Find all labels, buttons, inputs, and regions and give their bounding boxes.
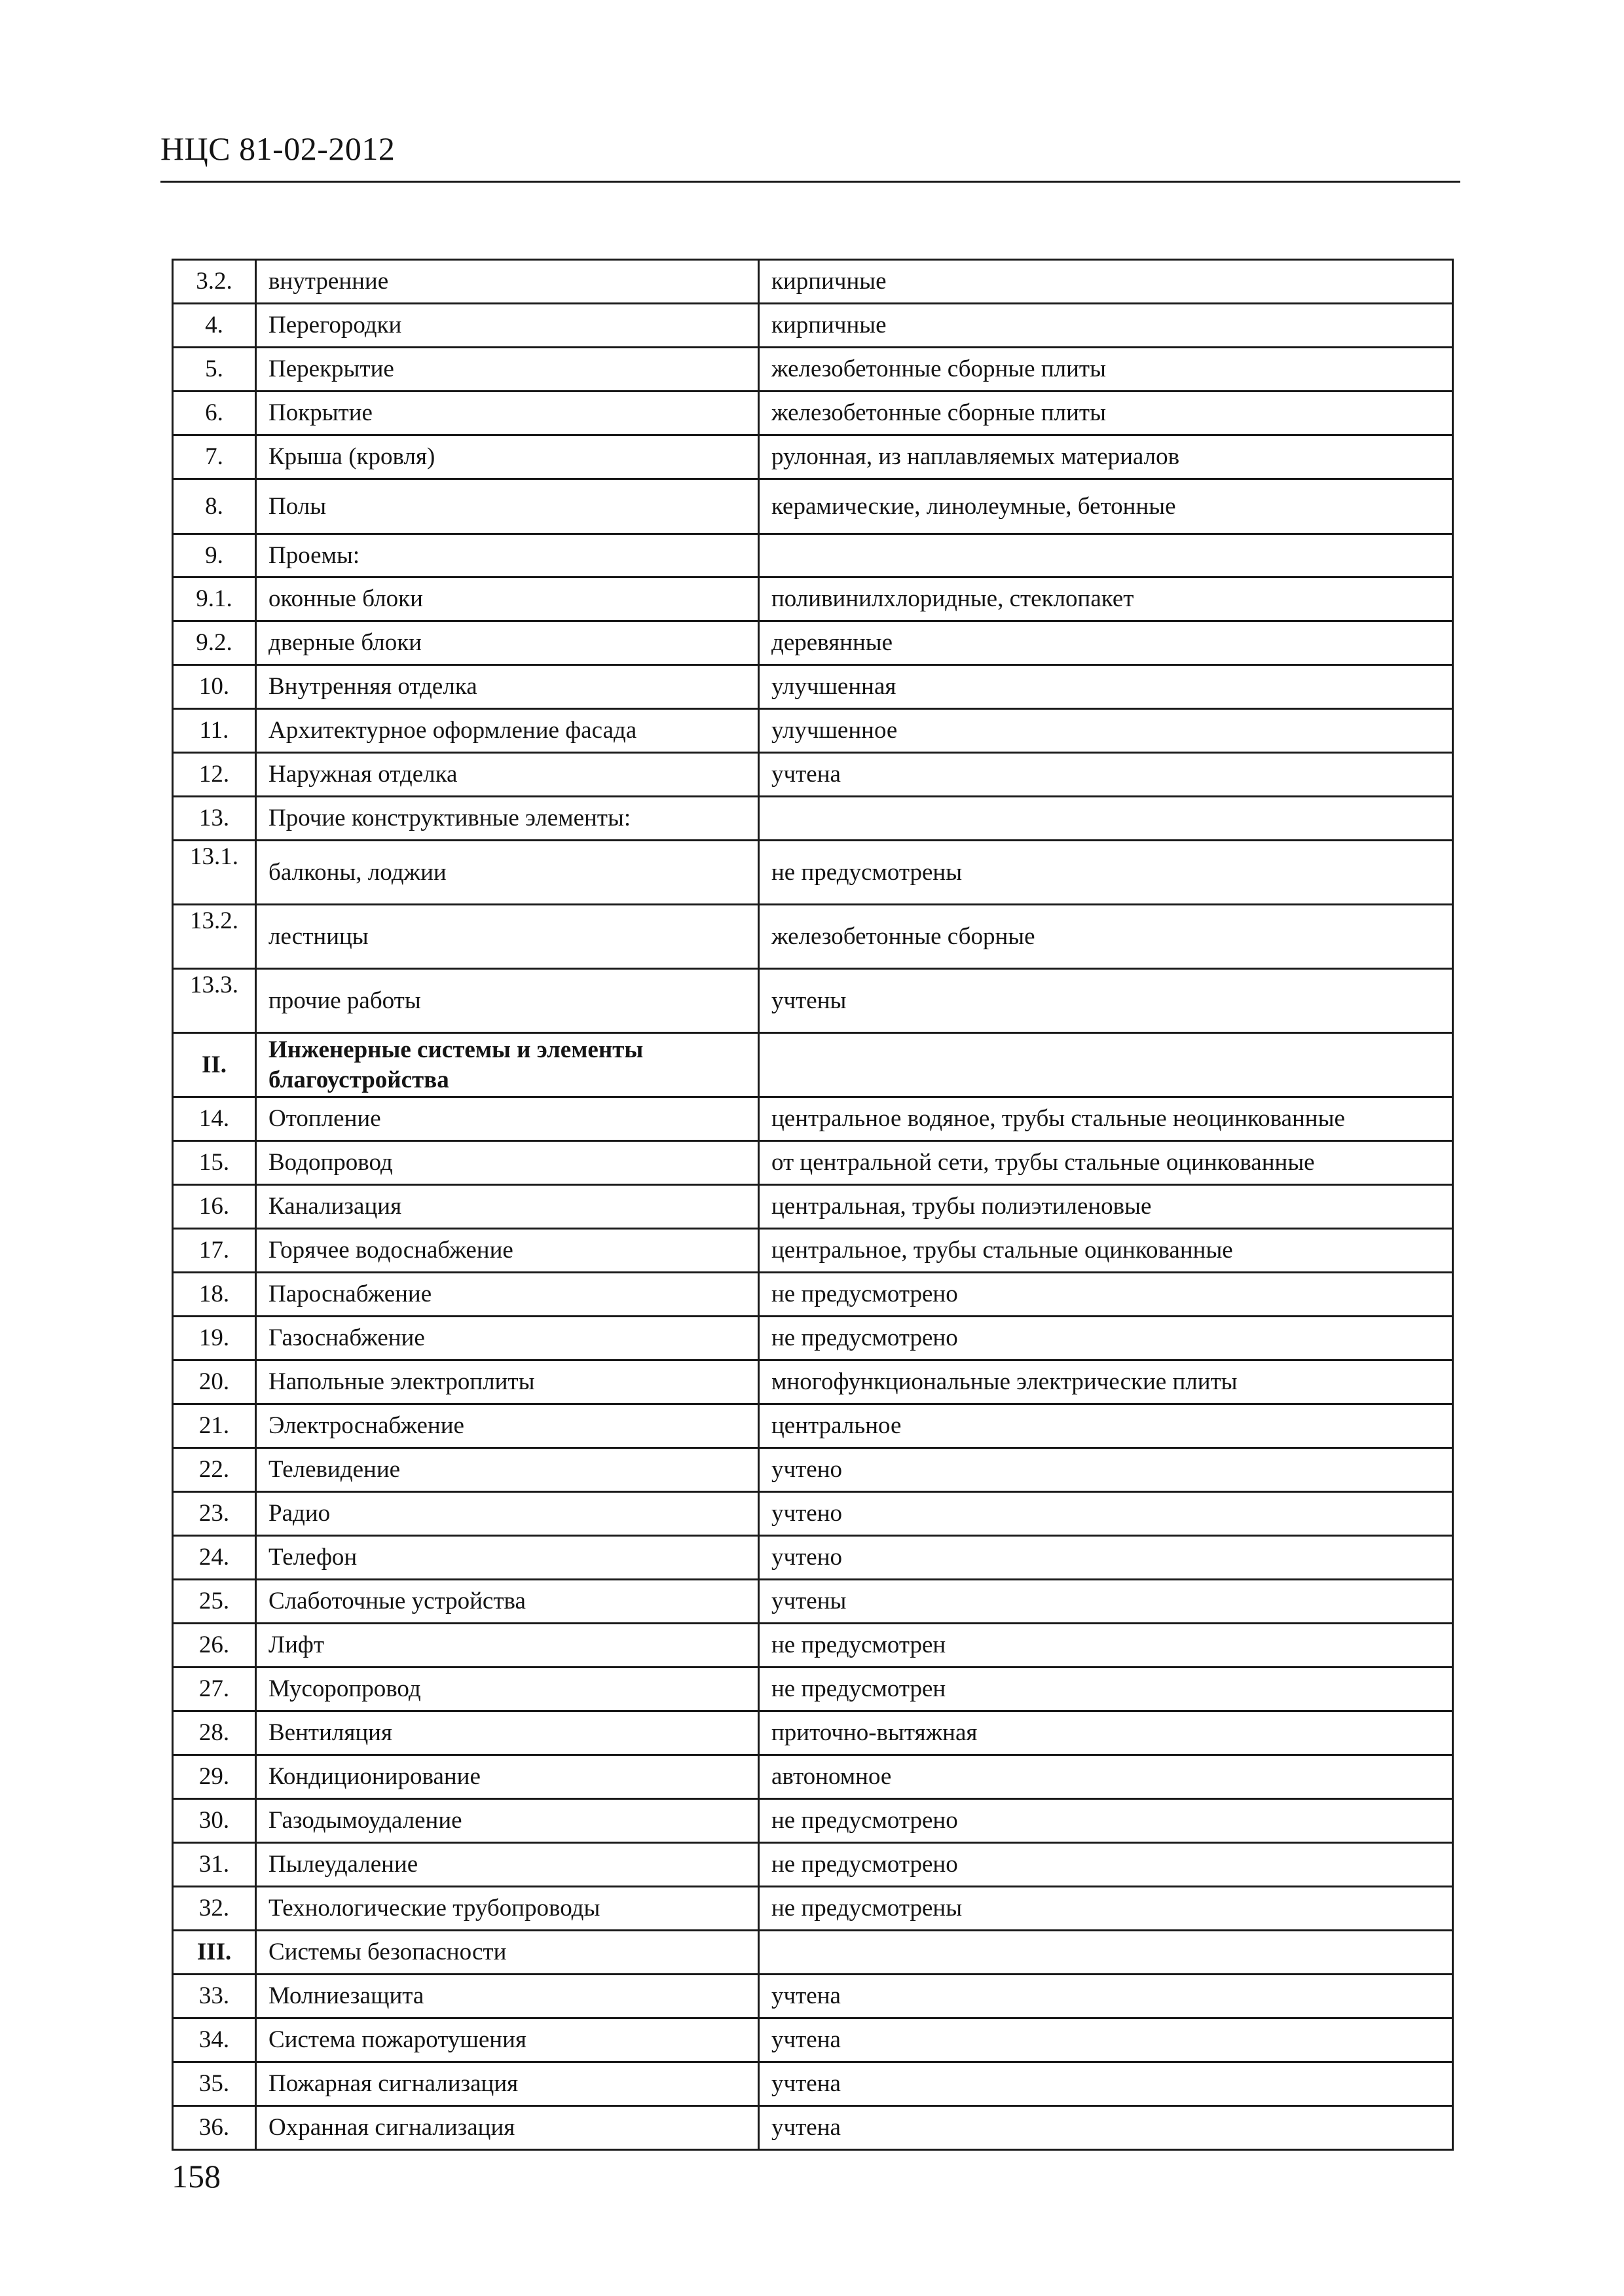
table-row bbox=[173, 479, 1453, 534]
row-number: 23. bbox=[173, 1492, 256, 1536]
table-row bbox=[173, 1141, 1453, 1185]
element-name: Напольные электроплиты bbox=[256, 1360, 759, 1404]
row-number: 21. bbox=[173, 1404, 256, 1448]
element-value bbox=[759, 534, 1453, 577]
row-number: 15. bbox=[173, 1141, 256, 1185]
table-row bbox=[173, 1317, 1453, 1360]
element-value bbox=[759, 797, 1453, 841]
row-number: 17. bbox=[173, 1229, 256, 1273]
element-name: лестницы bbox=[256, 905, 759, 969]
row-number: 4. bbox=[173, 304, 256, 348]
row-number: 13.1. bbox=[173, 841, 256, 905]
element-name: Радио bbox=[256, 1492, 759, 1536]
row-number: 36. bbox=[173, 2106, 256, 2150]
element-value: центральная, трубы полиэтиленовые bbox=[759, 1185, 1453, 1229]
element-name: Телевидение bbox=[256, 1448, 759, 1492]
row-number: 3.2. bbox=[173, 260, 256, 304]
row-number: 26. bbox=[173, 1624, 256, 1667]
row-number: 6. bbox=[173, 392, 256, 435]
element-value: железобетонные сборные плиты bbox=[759, 392, 1453, 435]
element-value bbox=[759, 1931, 1453, 1975]
element-name: Перекрытие bbox=[256, 348, 759, 392]
row-number: 24. bbox=[173, 1536, 256, 1580]
table-row bbox=[173, 1799, 1453, 1843]
row-number: 13.3. bbox=[173, 969, 256, 1033]
table-row bbox=[173, 534, 1453, 577]
element-name: Крыша (кровля) bbox=[256, 435, 759, 479]
element-value: улучшенное bbox=[759, 709, 1453, 753]
element-name: Пожарная сигнализация bbox=[256, 2062, 759, 2106]
row-number: 13. bbox=[173, 797, 256, 841]
element-name: Лифт bbox=[256, 1624, 759, 1667]
table-row bbox=[173, 1492, 1453, 1536]
table-row bbox=[173, 753, 1453, 797]
element-value: учтена bbox=[759, 2062, 1453, 2106]
element-name: оконные блоки bbox=[256, 577, 759, 621]
element-name: внутренние bbox=[256, 260, 759, 304]
row-number: 9. bbox=[173, 534, 256, 577]
table-row bbox=[173, 1229, 1453, 1273]
row-number: 35. bbox=[173, 2062, 256, 2106]
row-number: 12. bbox=[173, 753, 256, 797]
section-title: Инженерные системы и элементы благоустройства bbox=[256, 1033, 759, 1097]
row-number: 31. bbox=[173, 1843, 256, 1887]
section-number: III. bbox=[173, 1931, 256, 1975]
element-value: улучшенная bbox=[759, 665, 1453, 709]
document-code-header: НЦС 81-02-2012 bbox=[160, 130, 396, 167]
element-name: Полы bbox=[256, 479, 759, 534]
row-number: 25. bbox=[173, 1580, 256, 1624]
element-name: Отопление bbox=[256, 1097, 759, 1141]
element-value: не предусмотрены bbox=[759, 1887, 1453, 1931]
table-row bbox=[173, 577, 1453, 621]
element-value: керамические, линолеумные, бетонные bbox=[759, 479, 1453, 534]
element-value: приточно-вытяжная bbox=[759, 1711, 1453, 1755]
element-value: учтены bbox=[759, 969, 1453, 1033]
section-title: Системы безопасности bbox=[256, 1931, 759, 1975]
row-number: 19. bbox=[173, 1317, 256, 1360]
row-number: 14. bbox=[173, 1097, 256, 1141]
element-name: Перегородки bbox=[256, 304, 759, 348]
row-number: 20. bbox=[173, 1360, 256, 1404]
table-row bbox=[173, 1404, 1453, 1448]
table-row bbox=[173, 435, 1453, 479]
element-value: учтена bbox=[759, 2106, 1453, 2150]
table-row bbox=[173, 1975, 1453, 2018]
element-name: Система пожаротушения bbox=[256, 2018, 759, 2062]
table-row bbox=[173, 905, 1453, 969]
table-row bbox=[173, 1273, 1453, 1317]
element-name: прочие работы bbox=[256, 969, 759, 1033]
header-rule bbox=[160, 181, 1460, 183]
table-row bbox=[173, 841, 1453, 905]
table-row bbox=[173, 1843, 1453, 1887]
element-name: балконы, лоджии bbox=[256, 841, 759, 905]
table-row bbox=[173, 260, 1453, 304]
element-name: Канализация bbox=[256, 1185, 759, 1229]
section-row bbox=[173, 1931, 1453, 1975]
element-value: поливинилхлоридные, стеклопакет bbox=[759, 577, 1453, 621]
element-name: Прочие конструктивные элементы: bbox=[256, 797, 759, 841]
element-value: железобетонные сборные плиты bbox=[759, 348, 1453, 392]
row-number: 16. bbox=[173, 1185, 256, 1229]
element-value bbox=[759, 1033, 1453, 1097]
table-row bbox=[173, 797, 1453, 841]
element-name: Покрытие bbox=[256, 392, 759, 435]
element-value: не предусмотрены bbox=[759, 841, 1453, 905]
row-number: 32. bbox=[173, 1887, 256, 1931]
row-number: 9.1. bbox=[173, 577, 256, 621]
table-row bbox=[173, 1448, 1453, 1492]
element-value: от центральной сети, трубы стальные оцинкованные bbox=[759, 1141, 1453, 1185]
row-number: 5. bbox=[173, 348, 256, 392]
element-value: учтены bbox=[759, 1580, 1453, 1624]
row-number: 7. bbox=[173, 435, 256, 479]
element-name: Технологические трубопроводы bbox=[256, 1887, 759, 1931]
row-number: 30. bbox=[173, 1799, 256, 1843]
table-row bbox=[173, 621, 1453, 665]
element-name: Телефон bbox=[256, 1536, 759, 1580]
element-value: учтена bbox=[759, 1975, 1453, 2018]
element-name: Кондиционирование bbox=[256, 1755, 759, 1799]
table-row bbox=[173, 1580, 1453, 1624]
element-name: Охранная сигнализация bbox=[256, 2106, 759, 2150]
element-value: центральное, трубы стальные оцинкованные bbox=[759, 1229, 1453, 1273]
table-row bbox=[173, 2018, 1453, 2062]
construction-spec-table bbox=[172, 259, 1454, 2151]
element-value: не предусмотрено bbox=[759, 1317, 1453, 1360]
table-row bbox=[173, 1887, 1453, 1931]
element-name: Водопровод bbox=[256, 1141, 759, 1185]
section-row bbox=[173, 1033, 1453, 1097]
element-name: Горячее водоснабжение bbox=[256, 1229, 759, 1273]
element-name: Молниезащита bbox=[256, 1975, 759, 2018]
table-row bbox=[173, 1185, 1453, 1229]
table-row bbox=[173, 709, 1453, 753]
table-row bbox=[173, 1097, 1453, 1141]
element-value: многофункциональные электрические плиты bbox=[759, 1360, 1453, 1404]
page-number: 158 bbox=[172, 2158, 221, 2195]
element-name: Мусоропровод bbox=[256, 1667, 759, 1711]
table-row bbox=[173, 392, 1453, 435]
element-name: Слаботочные устройства bbox=[256, 1580, 759, 1624]
element-name: Электроснабжение bbox=[256, 1404, 759, 1448]
table-row bbox=[173, 1711, 1453, 1755]
element-value: учтено bbox=[759, 1492, 1453, 1536]
table-row bbox=[173, 2106, 1453, 2150]
element-name: Архитектурное оформление фасада bbox=[256, 709, 759, 753]
element-value: кирпичные bbox=[759, 260, 1453, 304]
element-value: рулонная, из наплавляемых материалов bbox=[759, 435, 1453, 479]
element-value: деревянные bbox=[759, 621, 1453, 665]
row-number: 9.2. bbox=[173, 621, 256, 665]
element-name: Газоснабжение bbox=[256, 1317, 759, 1360]
row-number: 33. bbox=[173, 1975, 256, 2018]
table-row bbox=[173, 2062, 1453, 2106]
table-row bbox=[173, 969, 1453, 1033]
element-name: Пылеудаление bbox=[256, 1843, 759, 1887]
row-number: 34. bbox=[173, 2018, 256, 2062]
element-value: учтена bbox=[759, 753, 1453, 797]
element-name: Вентиляция bbox=[256, 1711, 759, 1755]
row-number: 18. bbox=[173, 1273, 256, 1317]
row-number: 29. bbox=[173, 1755, 256, 1799]
element-name: Пароснабжение bbox=[256, 1273, 759, 1317]
table-row bbox=[173, 1755, 1453, 1799]
row-number: 22. bbox=[173, 1448, 256, 1492]
element-value: центральное bbox=[759, 1404, 1453, 1448]
element-value: учтено bbox=[759, 1536, 1453, 1580]
element-value: не предусмотрен bbox=[759, 1667, 1453, 1711]
table-row bbox=[173, 1536, 1453, 1580]
table-row bbox=[173, 348, 1453, 392]
row-number: 13.2. bbox=[173, 905, 256, 969]
element-value: учтено bbox=[759, 1448, 1453, 1492]
table-row bbox=[173, 304, 1453, 348]
element-name: Внутренняя отделка bbox=[256, 665, 759, 709]
table-row bbox=[173, 1667, 1453, 1711]
table-row bbox=[173, 1624, 1453, 1667]
row-number: 10. bbox=[173, 665, 256, 709]
element-value: учтена bbox=[759, 2018, 1453, 2062]
row-number: 27. bbox=[173, 1667, 256, 1711]
table-row bbox=[173, 1360, 1453, 1404]
element-value: не предусмотрено bbox=[759, 1273, 1453, 1317]
element-value: центральное водяное, трубы стальные неоцинкованные bbox=[759, 1097, 1453, 1141]
row-number: 8. bbox=[173, 479, 256, 534]
element-value: не предусмотрено bbox=[759, 1843, 1453, 1887]
section-number: II. bbox=[173, 1033, 256, 1097]
table-row bbox=[173, 665, 1453, 709]
row-number: 11. bbox=[173, 709, 256, 753]
element-value: не предусмотрен bbox=[759, 1624, 1453, 1667]
row-number: 28. bbox=[173, 1711, 256, 1755]
element-name: Наружная отделка bbox=[256, 753, 759, 797]
element-value: не предусмотрено bbox=[759, 1799, 1453, 1843]
element-name: дверные блоки bbox=[256, 621, 759, 665]
element-name: Газодымоудаление bbox=[256, 1799, 759, 1843]
element-value: кирпичные bbox=[759, 304, 1453, 348]
element-value: железобетонные сборные bbox=[759, 905, 1453, 969]
element-name: Проемы: bbox=[256, 534, 759, 577]
element-value: автономное bbox=[759, 1755, 1453, 1799]
